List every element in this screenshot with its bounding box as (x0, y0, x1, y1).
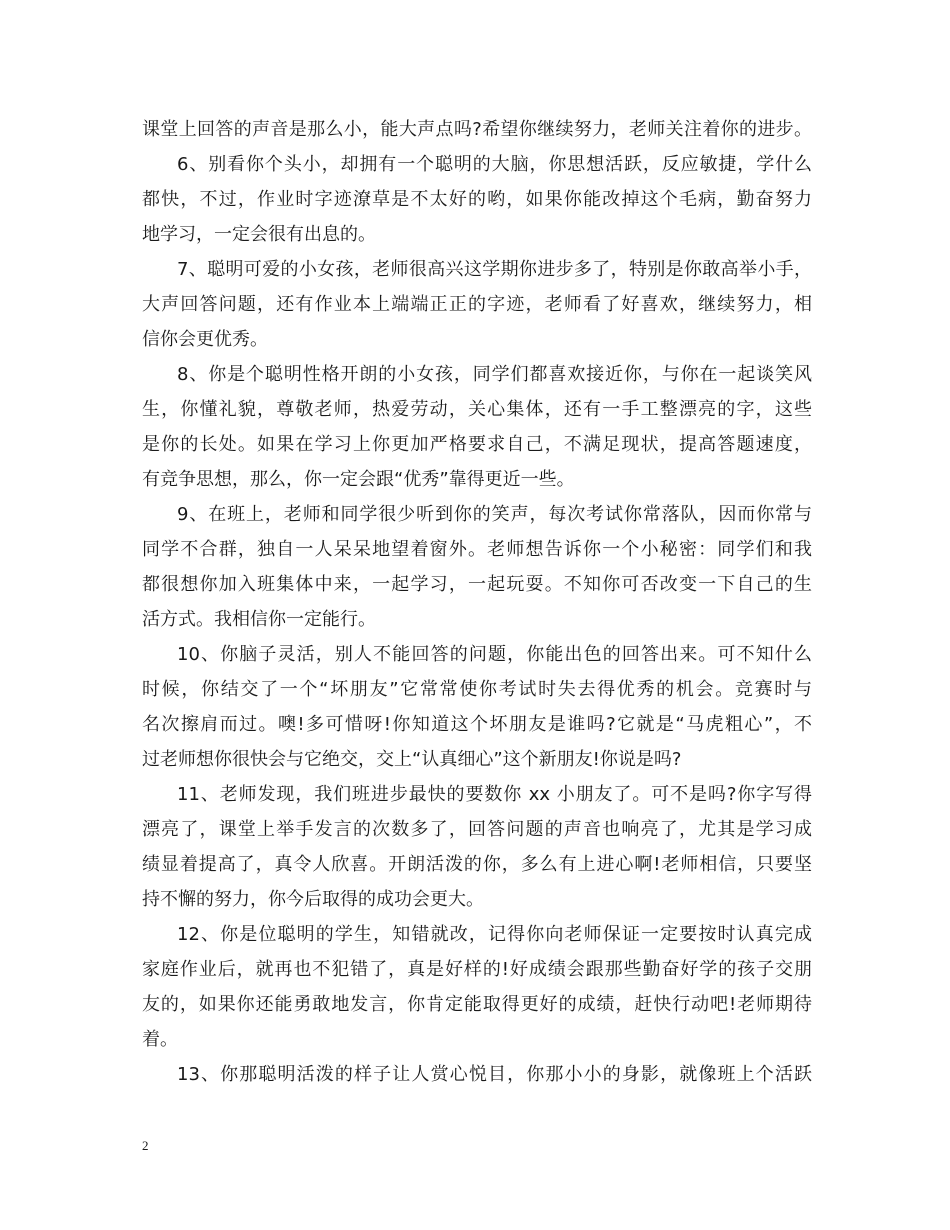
text-line: 课堂上回答的声音是那么小，能大声点吗?希望你继续努力，老师关注着你的进步。 (142, 119, 812, 140)
text-line: 时候，你结交了一个“坏朋友”它常常使你考试时失去得优秀的机会。竞赛时与 (142, 679, 812, 700)
text-line: 过老师想你很快会与它绝交，交上“认真细心”这个新朋友!你说是吗? (142, 749, 682, 770)
text-line: 持不懈的努力，你今后取得的成功会更大。 (142, 889, 484, 910)
paragraph-12-line-1: 12、你是位聪明的学生，知错就改，记得你向老师保证一定要按时认真完成 (177, 924, 812, 945)
paragraph-6-line-1: 6、别看你个头小，却拥有一个聪明的大脑，你思想活跃，反应敏捷，学什么 (177, 154, 812, 175)
text-line: 家庭作业后，就再也不犯错了，真是好样的!好成绩会跟那些勤奋好学的孩子交朋 (142, 959, 812, 980)
text-line: 都很想你加入班集体中来，一起学习，一起玩耍。不知你可否改变一下自己的生 (142, 574, 812, 595)
paragraph-13-line-1: 13、你那聪明活泼的样子让人赏心悦目，你那小小的身影，就像班上个活跃 (177, 1064, 812, 1085)
paragraph-8-line-1: 8、你是个聪明性格开朗的小女孩，同学们都喜欢接近你，与你在一起谈笑风 (177, 364, 812, 385)
text-line: 都快，不过，作业时字迹潦草是不太好的哟，如果你能改掉这个毛病，勤奋努力 (142, 189, 812, 210)
page-number: 2 (142, 1138, 149, 1153)
text-line: 地学习，一定会很有出息的。 (142, 224, 376, 245)
text-line: 同学不合群，独自一人呆呆地望着窗外。老师想告诉你一个小秘密：同学们和我 (142, 539, 812, 560)
text-line: 漂亮了，课堂上举手发言的次数多了，回答问题的声音也响亮了，尤其是学习成 (142, 819, 812, 840)
text-line: 是你的长处。如果在学习上你更加严格要求自己，不满足现状，提高答题速度， (142, 434, 812, 455)
text-line: 大声回答问题，还有作业本上端端正正的字迹，老师看了好喜欢，继续努力，相 (142, 294, 812, 315)
paragraph-10-line-1: 10、你脑子灵活，别人不能回答的问题，你能出色的回答出来。可不知什么 (177, 644, 812, 665)
text-line: 活方式。我相信你一定能行。 (142, 609, 376, 630)
text-line: 信你会更优秀。 (142, 329, 268, 350)
paragraph-9-line-1: 9、在班上，老师和同学很少听到你的笑声，每次考试你常落队，因而你常与 (177, 504, 812, 525)
text-line: 友的，如果你还能勇敢地发言，你肯定能取得更好的成绩，赶快行动吧!老师期待 (142, 994, 812, 1015)
text-line: 名次擦肩而过。噢!多可惜呀!你知道这个坏朋友是谁吗?它就是“马虎粗心”，不 (142, 714, 812, 735)
paragraph-11-line-1: 11、老师发现，我们班进步最快的要数你 xx 小朋友了。可不是吗?你字写得 (177, 784, 812, 805)
paragraph-7-line-1: 7、聪明可爱的小女孩，老师很高兴这学期你进步多了，特别是你敢高举小手， (177, 259, 812, 280)
text-line: 绩显着提高了，真令人欣喜。开朗活泼的你，多么有上进心啊!老师相信，只要坚 (142, 854, 812, 875)
text-line: 着。 (142, 1029, 178, 1050)
text-line: 生，你懂礼貌，尊敬老师，热爱劳动，关心集体，还有一手工整漂亮的字，这些 (142, 399, 812, 420)
text-line: 有竞争思想，那么，你一定会跟“优秀”靠得更近一些。 (142, 469, 575, 490)
